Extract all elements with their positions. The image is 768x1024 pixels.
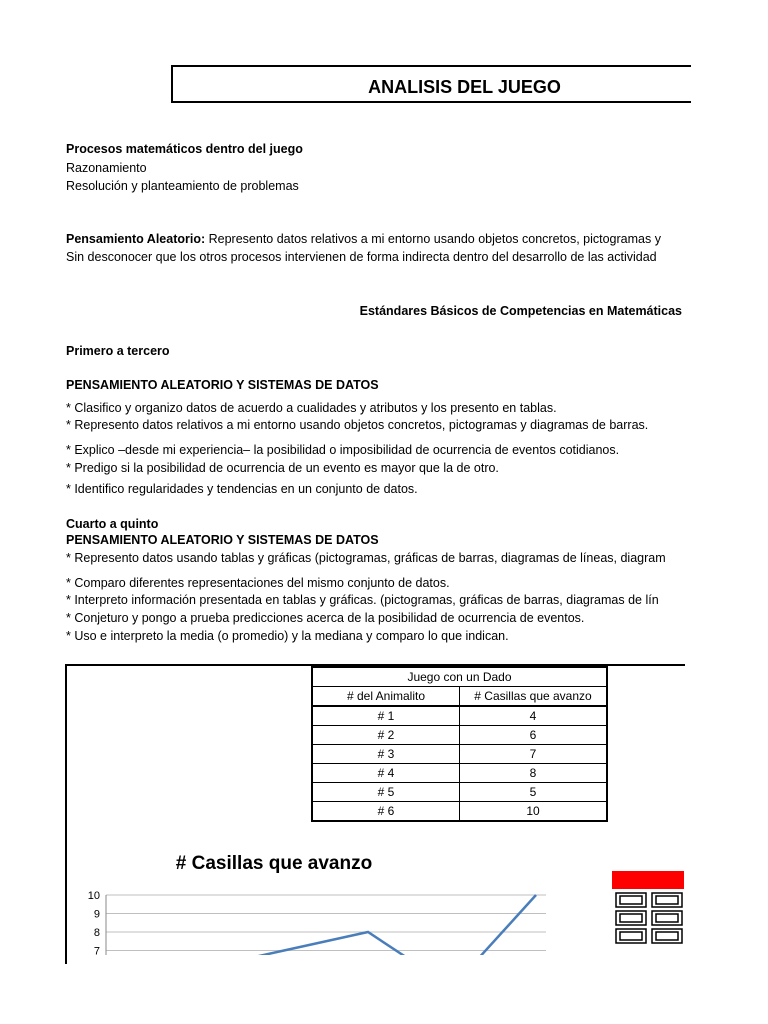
standard-item: * Represento datos relativos a mi entorno usando objetos concretos, pictogramas y diagramas de barras. bbox=[66, 418, 649, 432]
standard-item: * Identifico regularidades y tendencias en un conjunto de datos. bbox=[66, 482, 418, 496]
primero-heading: Primero a tercero bbox=[66, 344, 170, 358]
table-cell: # 3 bbox=[312, 745, 460, 764]
table-cell: # 2 bbox=[312, 726, 460, 745]
table-cell: # 5 bbox=[312, 783, 460, 802]
series-line bbox=[116, 895, 536, 955]
process-item: Resolución y planteamiento de problemas bbox=[66, 179, 299, 193]
y-tick-label: 7 bbox=[93, 945, 100, 955]
aleatorio-line2: Sin desconocer que los otros procesos intervienen de forma indirecta dentro del desarrollo de las actividad bbox=[66, 250, 657, 264]
dice-table bbox=[311, 666, 608, 822]
standards-title: Estándares Básicos de Competencias en Matemáticas bbox=[359, 304, 682, 318]
table-row bbox=[312, 802, 607, 822]
line-chart bbox=[80, 885, 560, 955]
standard-item: * Comparo diferentes representaciones del mismo conjunto de datos. bbox=[66, 576, 450, 590]
table-title: Juego con un Dado bbox=[312, 667, 607, 687]
y-tick-label: 9 bbox=[93, 908, 100, 921]
aleatorio-line bbox=[66, 231, 682, 247]
title-box bbox=[171, 65, 691, 103]
processes-heading: Procesos matemáticos dentro del juego bbox=[66, 142, 303, 156]
table-cell: # 6 bbox=[312, 802, 460, 822]
table-cell: 10 bbox=[460, 802, 608, 822]
table-cell: # 4 bbox=[312, 764, 460, 783]
aleatorio-label: Pensamiento Aleatorio: bbox=[66, 232, 206, 246]
cuarto-heading: Cuarto a quinto bbox=[66, 517, 159, 531]
page-title: ANALISIS DEL JUEGO bbox=[368, 77, 561, 97]
y-tick-label: 8 bbox=[93, 927, 100, 939]
table-row bbox=[312, 764, 607, 783]
table-row bbox=[312, 783, 607, 802]
standard-item: * Uso e interpreto la media (o promedio) y la mediana y comparo lo que indican. bbox=[66, 629, 509, 643]
grid-cells bbox=[616, 893, 682, 943]
red-band bbox=[612, 871, 684, 889]
aleatorio-text: Represento datos relativos a mi entorno usando objetos concretos, pictogramas y bbox=[205, 232, 661, 246]
standard-item: * Clasifico y organizo datos de acuerdo a cualidades y atributos y los presento en tablas. bbox=[66, 401, 557, 415]
table-cell: # 1 bbox=[312, 706, 460, 726]
chart-title: # Casillas que avanzo bbox=[175, 853, 373, 874]
table-cell: 8 bbox=[460, 764, 608, 783]
standard-item: * Conjeturo y pongo a prueba predicciones acerca de la posibilidad de ocurrencia de eventos. bbox=[66, 611, 585, 625]
standard-item: * Explico –desde mi experiencia– la posibilidad o imposibilidad de ocurrencia de eventos cotidianos. bbox=[66, 443, 620, 457]
table-header: # del Animalito bbox=[312, 687, 460, 707]
y-tick-label: 10 bbox=[87, 890, 100, 902]
table-cell: 7 bbox=[460, 745, 608, 764]
standard-item: * Represento datos usando tablas y gráficas (pictogramas, gráficas de barras, diagramas de líneas, diagram bbox=[66, 551, 666, 565]
table-row bbox=[312, 726, 607, 745]
table-row bbox=[312, 706, 607, 726]
standard-item: * Interpreto información presentada en tablas y gráficas. (pictogramas, gráficas de barras, diagramas de lín bbox=[66, 593, 659, 607]
table-cell: 5 bbox=[460, 783, 608, 802]
cuarto-subheading: PENSAMIENTO ALEATORIO Y SISTEMAS DE DATOS bbox=[66, 533, 379, 547]
standard-item: * Predigo si la posibilidad de ocurrencia de un evento es mayor que la de otro. bbox=[66, 461, 499, 475]
decorative-grid-graphic bbox=[612, 871, 684, 951]
process-item: Razonamiento bbox=[66, 161, 147, 175]
table-cell: 4 bbox=[460, 706, 608, 726]
table-header: # Casillas que avanzo bbox=[460, 687, 608, 707]
table-row bbox=[312, 745, 607, 764]
primero-subheading: PENSAMIENTO ALEATORIO Y SISTEMAS DE DATOS bbox=[66, 378, 379, 392]
table-cell: 6 bbox=[460, 726, 608, 745]
